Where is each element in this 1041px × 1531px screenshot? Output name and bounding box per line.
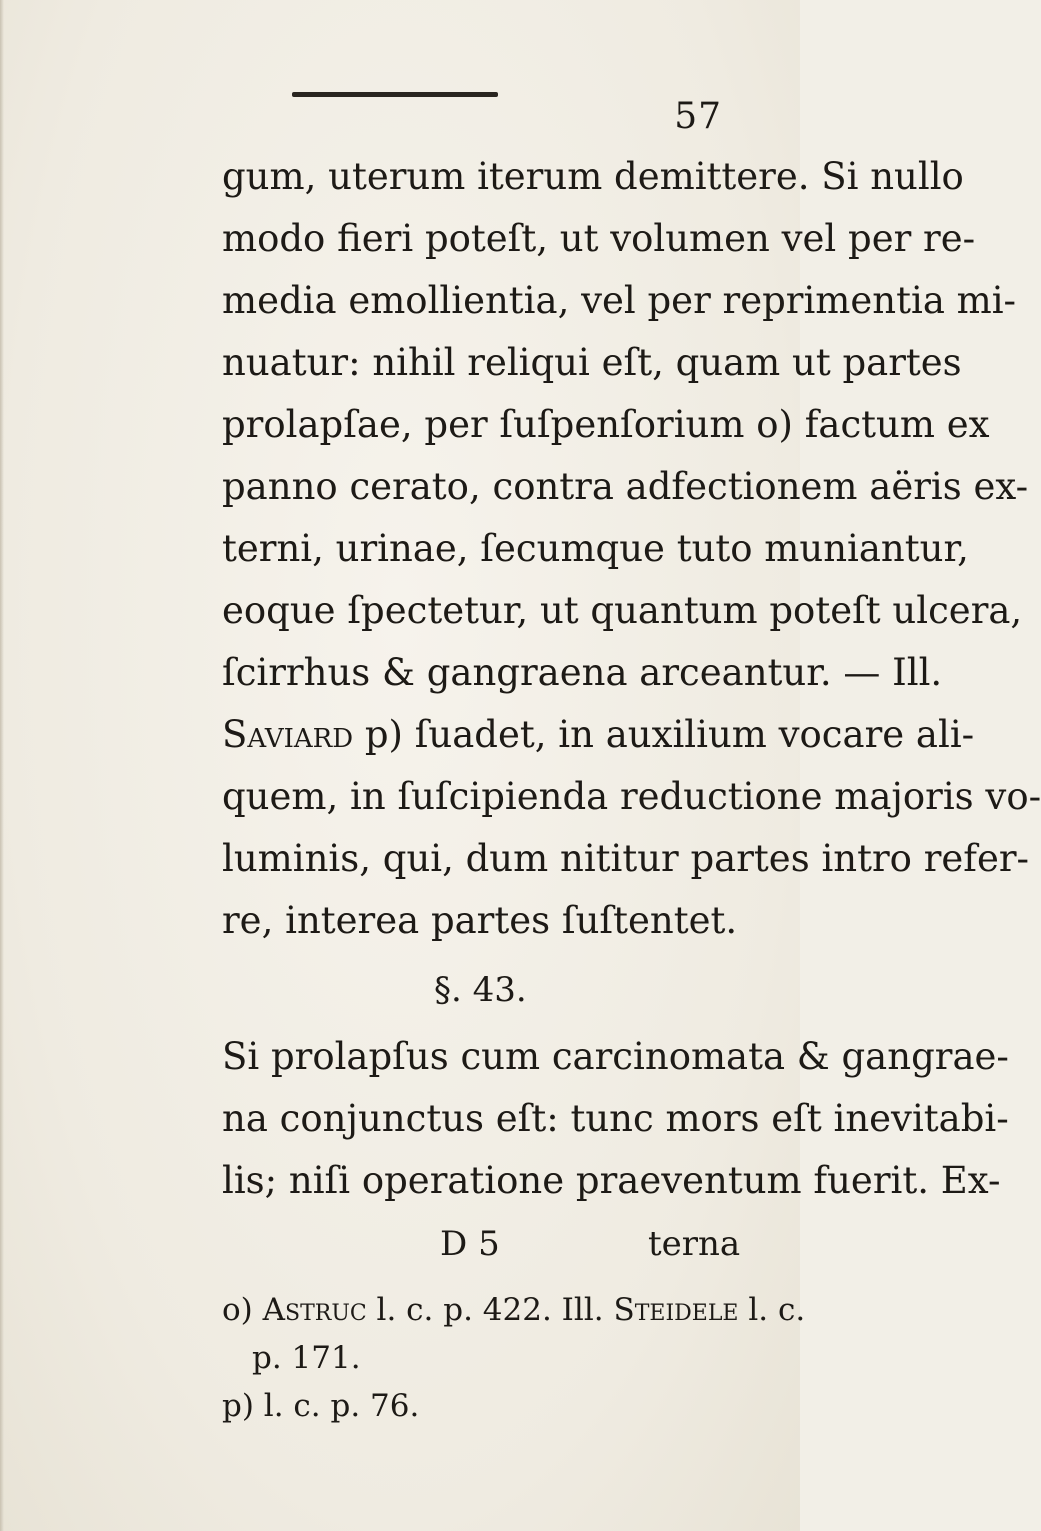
text-line: gum, uterum iterum demittere. Si nullo (222, 155, 964, 198)
text-line: re, interea partes ſuſtentet. (222, 899, 738, 942)
footnote-marker: o) (222, 1292, 263, 1328)
footnote-author: Steidele (613, 1292, 739, 1328)
author-name: Saviard (222, 713, 354, 756)
catchword: terna (648, 1224, 741, 1264)
text-line: panno cerato, contra adfectionem aëris ex- (222, 465, 1029, 508)
text-line-saviard (222, 713, 975, 756)
text-span: p) ſuadet, in auxilium vocare ali- (353, 713, 975, 756)
footnote-continuation: p. 171. (252, 1340, 361, 1376)
text-line: terni, urinae, ſecumque tuto muniantur, (222, 527, 969, 570)
text-line: luminis, qui, dum nititur partes intro refer- (222, 837, 1030, 880)
footnote-text: l. c. p. 422. Ill. (366, 1292, 614, 1328)
text-line: prolapſae, per ſuſpenſorium o) factum ex (222, 403, 990, 446)
text-line: eoque ſpectetur, ut quantum poteſt ulcera, (222, 589, 1023, 632)
text-line: nuatur: nihil reliqui eſt, quam ut partes (222, 341, 962, 384)
text-line: na conjunctus eſt: tunc mors eſt inevitabi- (222, 1097, 1009, 1140)
header-rule (292, 92, 498, 97)
footnote-text: l. c. (738, 1292, 806, 1328)
footnote-p: p) l. c. p. 76. (222, 1388, 420, 1424)
footnote-o (222, 1292, 806, 1328)
text-line: quem, in ſuſcipienda reductione majoris vo- (222, 775, 1041, 818)
signature-mark: D 5 (440, 1224, 500, 1264)
footnote-author: Astruc (262, 1292, 367, 1328)
section-heading: §. 43. (434, 970, 527, 1010)
page-edge-shadow (0, 0, 4, 1531)
page-number: 57 (674, 96, 722, 137)
text-line: Si prolapſus cum carcinomata & gangrae- (222, 1035, 1009, 1078)
text-line: media emollientia, vel per reprimentia mi- (222, 279, 1017, 322)
text-line: modo fieri poteſt, ut volumen vel per re- (222, 217, 976, 260)
text-line: ſcirrhus & gangraena arceantur. — Ill. (222, 651, 943, 694)
text-line: lis; niſi operatione praeventum fuerit. Ex- (222, 1159, 1001, 1202)
